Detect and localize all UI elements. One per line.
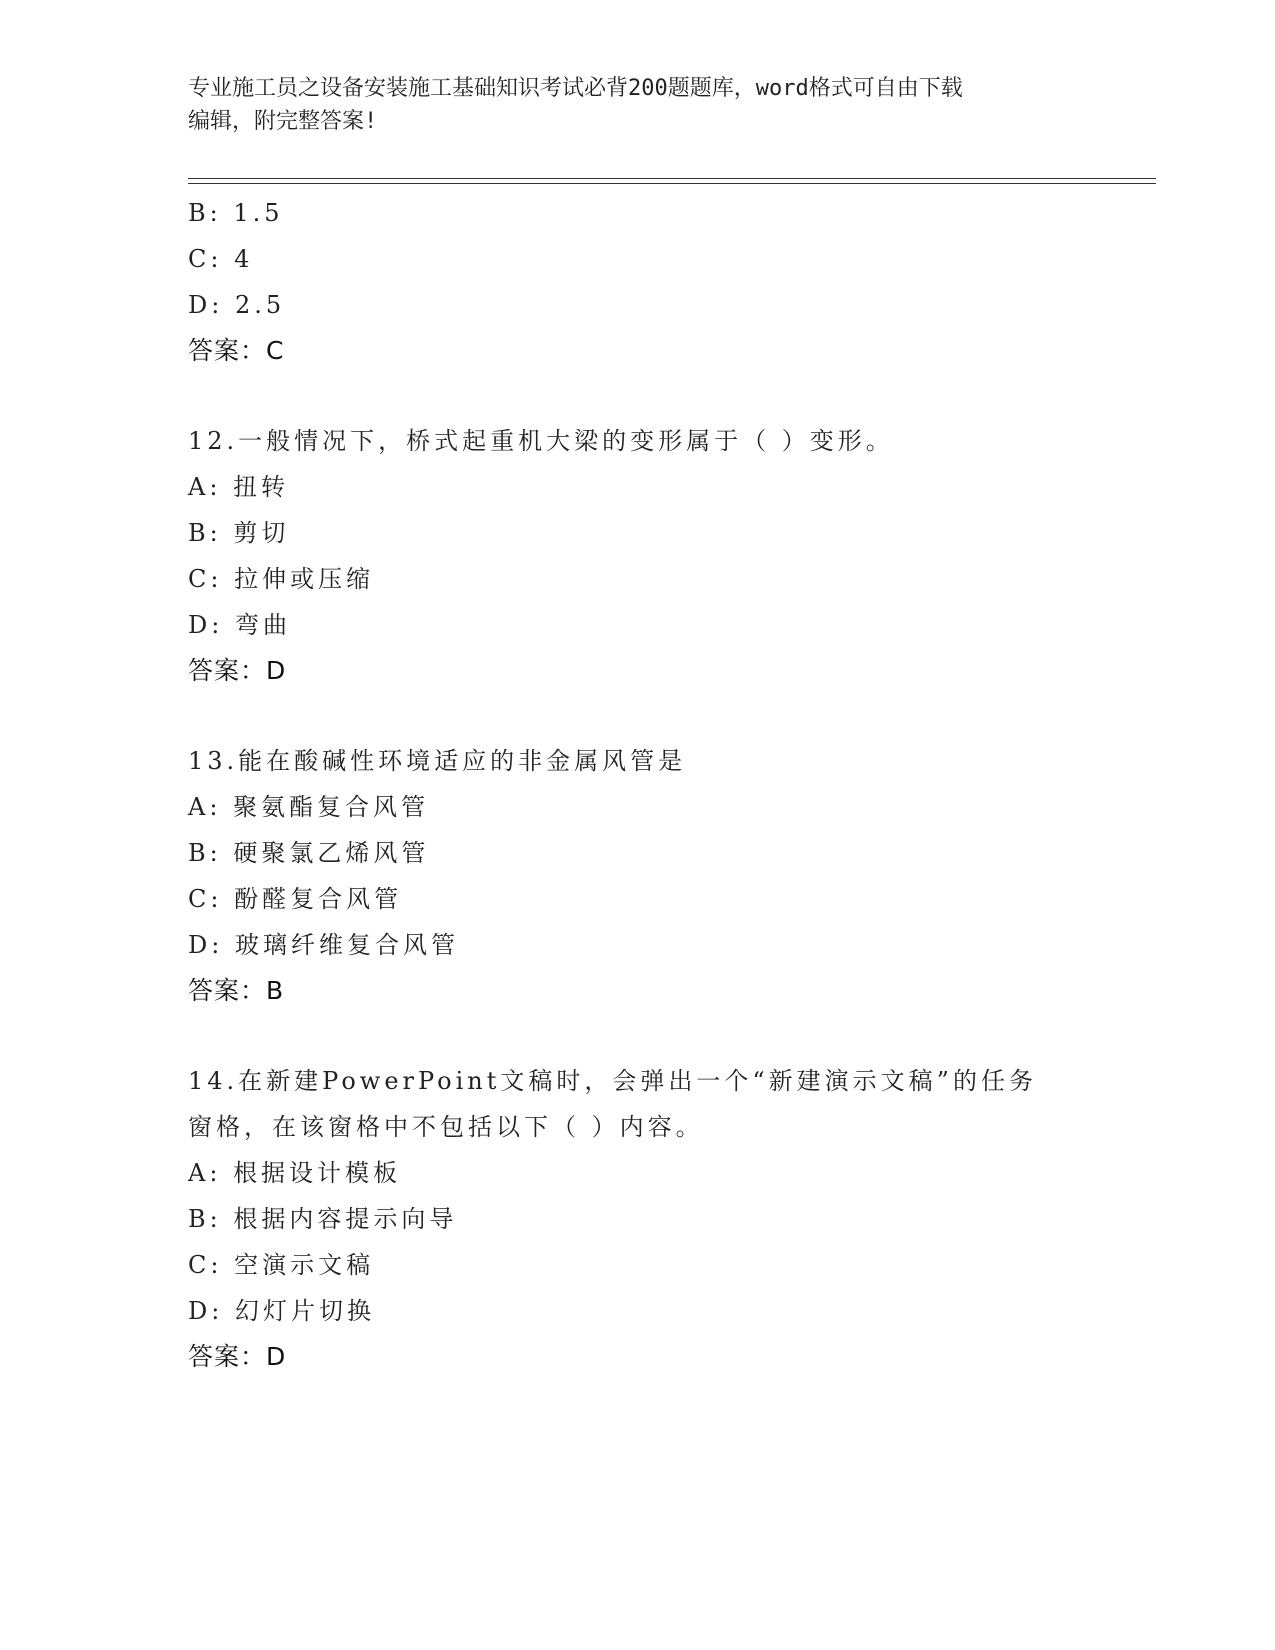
question-stem-line-2: 窗格，在该窗格中不包括以下（ ）内容。 [188,1113,704,1141]
answer-line: 答案：C [188,336,285,365]
option-b: B: 根据内容提示向导 [188,1205,458,1233]
header-title-line-2: 编辑，附完整答案! [188,109,378,134]
option-c: C: 空演示文稿 [188,1251,375,1279]
question-14 [188,1058,1088,1380]
question-stem: 12.一般情况下，桥式起重机大梁的变形属于（ ）变形。 [188,427,894,455]
option-a: A: 聚氨酯复合风管 [188,793,430,821]
question-stem: 13.能在酸碱性环境适应的非金属风管是 [188,747,687,775]
answer-line: 答案：D [188,1342,287,1371]
option-d: D: 2.5 [188,291,286,319]
option-d: D: 玻璃纤维复合风管 [188,931,459,959]
option-d: D: 弯曲 [188,611,291,639]
document-header [188,72,1068,138]
question-13 [188,738,1088,1014]
question-stem-line-1: 14.在新建PowerPoint文稿时，会弹出一个“新建演示文稿”的任务 [188,1067,1037,1095]
option-d: D: 幻灯片切换 [188,1297,375,1325]
answer-line: 答案：D [188,656,287,685]
header-divider-top [188,178,1156,179]
header-title-line-1: 专业施工员之设备安装施工基础知识考试必背200题题库，word格式可自由下载 [188,76,963,101]
header-divider-bottom [188,183,1156,184]
option-c: C: 拉伸或压缩 [188,565,375,593]
option-b: B: 剪切 [188,519,290,547]
answer-line: 答案：B [188,976,285,1005]
question-list [188,190,1088,1380]
option-c: C: 4 [188,245,254,273]
question-12 [188,418,1088,694]
option-b: B: 硬聚氯乙烯风管 [188,839,430,867]
option-c: C: 酚醛复合风管 [188,885,403,913]
option-b: B: 1.5 [188,199,284,227]
option-a: A: 根据设计模板 [188,1159,402,1187]
question-11-continued [188,190,1088,374]
option-a: A: 扭转 [188,473,290,501]
